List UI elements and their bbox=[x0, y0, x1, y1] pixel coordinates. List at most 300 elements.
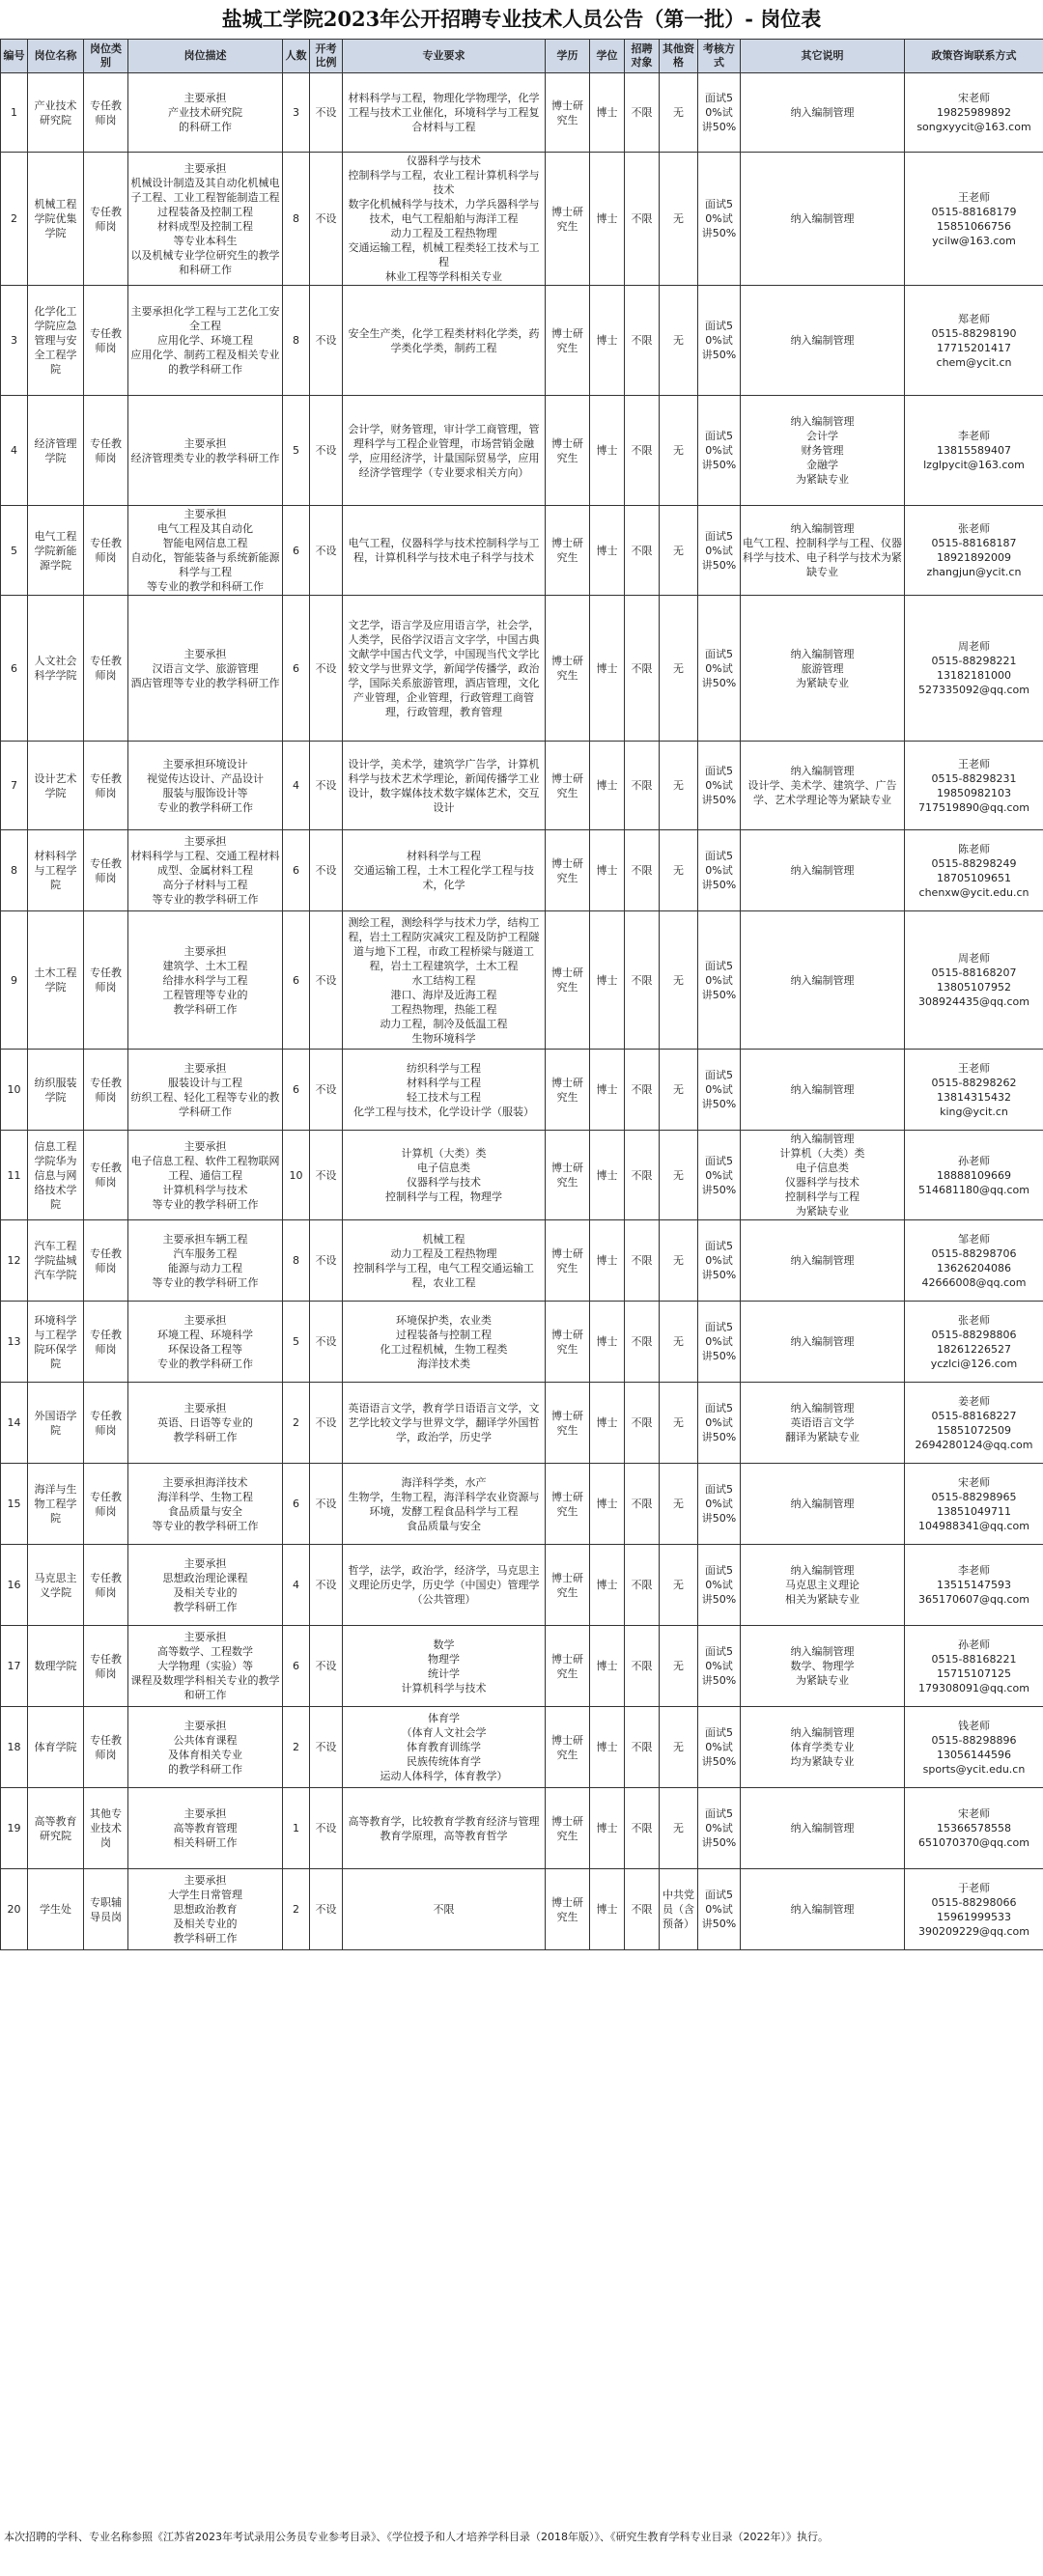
cell-count: 6 bbox=[283, 1626, 310, 1707]
cell-notes: 纳入编制管理 bbox=[741, 1050, 905, 1131]
cell-degree: 博士 bbox=[590, 596, 625, 742]
cell-no: 11 bbox=[1, 1131, 28, 1220]
cell-contact: 李老师 13515147593 365170607@qq.com bbox=[905, 1545, 1043, 1626]
cell-major: 海洋科学类，水产 生物学，生物工程，海洋科学农业资源与环境，发酵工程食品科学与工程 食品质量与安全 bbox=[343, 1464, 546, 1545]
cell-ratio: 不设 bbox=[310, 1383, 343, 1464]
cell-edu: 博士研究生 bbox=[546, 506, 590, 596]
cell-category: 专任教师岗 bbox=[84, 1626, 128, 1707]
cell-other-qual: 中共党员（含预备） bbox=[660, 1869, 698, 1950]
cell-target: 不限 bbox=[625, 73, 660, 153]
cell-contact: 王老师 0515-88298231 19850982103 717519890@qq.com bbox=[905, 742, 1043, 830]
cell-ratio: 不设 bbox=[310, 1464, 343, 1545]
cell-notes: 纳入编制管理 bbox=[741, 153, 905, 286]
cell-other-qual: 无 bbox=[660, 742, 698, 830]
header-major: 专业要求 bbox=[343, 40, 546, 73]
cell-major: 数学 物理学 统计学 计算机科学与技术 bbox=[343, 1626, 546, 1707]
cell-notes: 纳入编制管理 数学、物理学 为紧缺专业 bbox=[741, 1626, 905, 1707]
cell-contact: 王老师 0515-88168179 15851066756 ycilw@163.com bbox=[905, 153, 1043, 286]
cell-target: 不限 bbox=[625, 830, 660, 911]
table-header-row bbox=[1, 40, 1043, 73]
cell-no: 15 bbox=[1, 1464, 28, 1545]
cell-count: 6 bbox=[283, 830, 310, 911]
cell-notes: 纳入编制管理 设计学、美术学、建筑学、广告学、艺术学理论等为紧缺专业 bbox=[741, 742, 905, 830]
page-title: 盐城工学院2023年公开招聘专业技术人员公告（第一批）- 岗位表 bbox=[221, 7, 822, 31]
cell-ratio: 不设 bbox=[310, 1131, 343, 1220]
cell-contact: 姜老师 0515-88168227 15851072509 2694280124@qq.com bbox=[905, 1383, 1043, 1464]
table-row bbox=[1, 396, 1043, 506]
cell-no: 9 bbox=[1, 911, 28, 1050]
header-ratio: 开考比例 bbox=[310, 40, 343, 73]
cell-target: 不限 bbox=[625, 742, 660, 830]
cell-other-qual: 无 bbox=[660, 1788, 698, 1869]
cell-edu: 博士研究生 bbox=[546, 1383, 590, 1464]
cell-notes: 纳入编制管理 体育学类专业 均为紧缺专业 bbox=[741, 1707, 905, 1788]
cell-name: 高等教育研究院 bbox=[28, 1788, 84, 1869]
cell-target: 不限 bbox=[625, 1626, 660, 1707]
cell-notes: 纳入编制管理 bbox=[741, 286, 905, 396]
cell-category: 专任教师岗 bbox=[84, 153, 128, 286]
table-row bbox=[1, 830, 1043, 911]
cell-no: 1 bbox=[1, 73, 28, 153]
table-row bbox=[1, 1869, 1043, 1950]
cell-degree: 博士 bbox=[590, 1545, 625, 1626]
cell-degree: 博士 bbox=[590, 830, 625, 911]
cell-no: 17 bbox=[1, 1626, 28, 1707]
cell-notes: 纳入编制管理 电气工程、控制科学与工程、仪器科学与技术、电子科学与技术为紧缺专业 bbox=[741, 506, 905, 596]
cell-count: 2 bbox=[283, 1707, 310, 1788]
header-name: 岗位名称 bbox=[28, 40, 84, 73]
cell-no: 13 bbox=[1, 1302, 28, 1383]
table-row bbox=[1, 1383, 1043, 1464]
cell-target: 不限 bbox=[625, 286, 660, 396]
cell-name: 材料科学与工程学院 bbox=[28, 830, 84, 911]
cell-desc: 主要承担 机械设计制造及其自动化机械电子工程、工业工程智能制造工程 过程装备及控制工程 材料成型及控制工程 等专业本科生 以及机械专业学位研究生的教学和科研工作 bbox=[128, 153, 283, 286]
cell-major: 环境保护类，农业类 过程装备与控制工程 化工过程机械，生物工程类 海洋技术类 bbox=[343, 1302, 546, 1383]
cell-name: 信息工程学院华为信息与网络技术学院 bbox=[28, 1131, 84, 1220]
cell-exam: 面试50%试讲50% bbox=[698, 742, 741, 830]
cell-major: 文艺学，语言学及应用语言学，社会学，人类学，民俗学汉语言文字学，中国古典文献学中国古代文学，中国现当代文学比较文学与世界文学，新闻学传播学，政治学，国际关系旅游管理，酒店管理，文化产业管理，企业管理，行政管理工商管理，行政管理，教育管理 bbox=[343, 596, 546, 742]
cell-count: 5 bbox=[283, 1302, 310, 1383]
cell-category: 专任教师岗 bbox=[84, 1545, 128, 1626]
cell-contact: 周老师 0515-88298221 13182181000 527335092@qq.com bbox=[905, 596, 1043, 742]
cell-major: 电气工程，仪器科学与技术控制科学与工程，计算机科学与技术电子科学与技术 bbox=[343, 506, 546, 596]
cell-no: 10 bbox=[1, 1050, 28, 1131]
cell-degree: 博士 bbox=[590, 1220, 625, 1302]
cell-no: 20 bbox=[1, 1869, 28, 1950]
table-row bbox=[1, 153, 1043, 286]
cell-exam: 面试50%试讲50% bbox=[698, 911, 741, 1050]
cell-desc: 主要承担 电气工程及其自动化 智能电网信息工程 自动化，智能装备与系统新能源科学与工程 等专业的教学和科研工作 bbox=[128, 506, 283, 596]
positions-table bbox=[0, 39, 1043, 1950]
cell-ratio: 不设 bbox=[310, 1707, 343, 1788]
cell-category: 专任教师岗 bbox=[84, 1220, 128, 1302]
cell-target: 不限 bbox=[625, 596, 660, 742]
cell-desc: 主要承担 公共体育课程 及体育相关专业 的教学科研工作 bbox=[128, 1707, 283, 1788]
cell-target: 不限 bbox=[625, 1869, 660, 1950]
cell-no: 14 bbox=[1, 1383, 28, 1464]
cell-major: 高等教育学，比较教育学教育经济与管理 教育学原理，高等教育哲学 bbox=[343, 1788, 546, 1869]
cell-edu: 博士研究生 bbox=[546, 1545, 590, 1626]
cell-major: 不限 bbox=[343, 1869, 546, 1950]
cell-no: 6 bbox=[1, 596, 28, 742]
cell-no: 8 bbox=[1, 830, 28, 911]
cell-target: 不限 bbox=[625, 506, 660, 596]
cell-degree: 博士 bbox=[590, 506, 625, 596]
header-target: 招聘对象 bbox=[625, 40, 660, 73]
cell-degree: 博士 bbox=[590, 153, 625, 286]
cell-edu: 博士研究生 bbox=[546, 1788, 590, 1869]
cell-major: 纺织科学与工程 材料科学与工程 轻工技术与工程 化学工程与技术，化学设计学（服装） bbox=[343, 1050, 546, 1131]
cell-ratio: 不设 bbox=[310, 1626, 343, 1707]
cell-edu: 博士研究生 bbox=[546, 1302, 590, 1383]
cell-desc: 主要承担海洋技术 海洋科学、生物工程 食品质量与安全 等专业的教学科研工作 bbox=[128, 1464, 283, 1545]
cell-category: 专任教师岗 bbox=[84, 1464, 128, 1545]
cell-degree: 博士 bbox=[590, 1464, 625, 1545]
cell-degree: 博士 bbox=[590, 1707, 625, 1788]
cell-ratio: 不设 bbox=[310, 1302, 343, 1383]
cell-exam: 面试50%试讲50% bbox=[698, 1131, 741, 1220]
cell-ratio: 不设 bbox=[310, 506, 343, 596]
cell-no: 18 bbox=[1, 1707, 28, 1788]
cell-no: 7 bbox=[1, 742, 28, 830]
cell-other-qual: 无 bbox=[660, 1050, 698, 1131]
cell-name: 环境科学与工程学院环保学院 bbox=[28, 1302, 84, 1383]
cell-category: 其他专业技术岗 bbox=[84, 1788, 128, 1869]
cell-edu: 博士研究生 bbox=[546, 396, 590, 506]
cell-other-qual: 无 bbox=[660, 830, 698, 911]
cell-edu: 博士研究生 bbox=[546, 911, 590, 1050]
cell-degree: 博士 bbox=[590, 1302, 625, 1383]
table-row bbox=[1, 1131, 1043, 1220]
cell-edu: 博士研究生 bbox=[546, 1707, 590, 1788]
cell-category: 专任教师岗 bbox=[84, 506, 128, 596]
cell-major: 测绘工程，测绘科学与技术力学，结构工程，岩土工程防灾减灾工程及防护工程隧道与地下工程，市政工程桥梁与隧道工程，岩土工程建筑学，土木工程 水工结构工程 港口、海岸及近海工程 工程热物理，热能工程 动力工程，制冷及低温工程 生物环境科学 bbox=[343, 911, 546, 1050]
cell-contact: 王老师 0515-88298262 13814315432 king@ycit.cn bbox=[905, 1050, 1043, 1131]
cell-other-qual: 无 bbox=[660, 1131, 698, 1220]
cell-other-qual: 无 bbox=[660, 911, 698, 1050]
cell-major: 仪器科学与技术 控制科学与工程，农业工程计算机科学与技术 数字化机械科学与技术，力学兵器科学与技术，电气工程船舶与海洋工程 动力工程及工程热物理 交通运输工程，机械工程类轻工技术与工程 林业工程等学科相关专业 bbox=[343, 153, 546, 286]
cell-count: 6 bbox=[283, 596, 310, 742]
cell-exam: 面试50%试讲50% bbox=[698, 1383, 741, 1464]
cell-desc: 主要承担 思想政治理论课程 及相关专业的 教学科研工作 bbox=[128, 1545, 283, 1626]
cell-no: 19 bbox=[1, 1788, 28, 1869]
header-edu: 学历 bbox=[546, 40, 590, 73]
table-row bbox=[1, 1545, 1043, 1626]
cell-contact: 于老师 0515-88298066 15961999533 390209229@qq.com bbox=[905, 1869, 1043, 1950]
cell-ratio: 不设 bbox=[310, 1869, 343, 1950]
cell-notes: 纳入编制管理 bbox=[741, 1464, 905, 1545]
cell-exam: 面试50%试讲50% bbox=[698, 1869, 741, 1950]
cell-count: 4 bbox=[283, 1545, 310, 1626]
cell-target: 不限 bbox=[625, 1464, 660, 1545]
cell-notes: 纳入编制管理 英语语言文学 翻译为紧缺专业 bbox=[741, 1383, 905, 1464]
cell-count: 6 bbox=[283, 1464, 310, 1545]
table-row bbox=[1, 1302, 1043, 1383]
table-row bbox=[1, 506, 1043, 596]
cell-edu: 博士研究生 bbox=[546, 1464, 590, 1545]
cell-desc: 主要承担 电子信息工程、软件工程物联网工程、通信工程 计算机科学与技术 等专业的教学科研工作 bbox=[128, 1131, 283, 1220]
cell-contact: 陈老师 0515-88298249 18705109651 chenxw@ycit.edu.cn bbox=[905, 830, 1043, 911]
cell-other-qual: 无 bbox=[660, 1464, 698, 1545]
cell-ratio: 不设 bbox=[310, 1545, 343, 1626]
cell-edu: 博士研究生 bbox=[546, 286, 590, 396]
cell-desc: 主要承担 经济管理类专业的教学科研工作 bbox=[128, 396, 283, 506]
cell-contact: 宋老师 15366578558 651070370@qq.com bbox=[905, 1788, 1043, 1869]
cell-count: 2 bbox=[283, 1383, 310, 1464]
cell-no: 5 bbox=[1, 506, 28, 596]
cell-category: 专任教师岗 bbox=[84, 1707, 128, 1788]
cell-count: 6 bbox=[283, 506, 310, 596]
cell-major: 机械工程 动力工程及工程热物理 控制科学与工程，电气工程交通运输工程，农业工程 bbox=[343, 1220, 546, 1302]
cell-target: 不限 bbox=[625, 1383, 660, 1464]
cell-exam: 面试50%试讲50% bbox=[698, 830, 741, 911]
header-other-qual: 其他资格 bbox=[660, 40, 698, 73]
cell-no: 12 bbox=[1, 1220, 28, 1302]
cell-other-qual: 无 bbox=[660, 1220, 698, 1302]
cell-contact: 钱老师 0515-88298896 13056144596 sports@ycit.edu.cn bbox=[905, 1707, 1043, 1788]
cell-edu: 博士研究生 bbox=[546, 742, 590, 830]
cell-other-qual: 无 bbox=[660, 596, 698, 742]
table-row bbox=[1, 596, 1043, 742]
cell-edu: 博士研究生 bbox=[546, 1050, 590, 1131]
cell-count: 10 bbox=[283, 1131, 310, 1220]
cell-target: 不限 bbox=[625, 1302, 660, 1383]
cell-no: 3 bbox=[1, 286, 28, 396]
cell-edu: 博士研究生 bbox=[546, 153, 590, 286]
cell-major: 体育学 （体育人文社会学 体育教育训练学 民族传统体育学 运动人体科学，体育教学） bbox=[343, 1707, 546, 1788]
cell-other-qual: 无 bbox=[660, 73, 698, 153]
cell-name: 海洋与生物工程学院 bbox=[28, 1464, 84, 1545]
cell-ratio: 不设 bbox=[310, 830, 343, 911]
cell-other-qual: 无 bbox=[660, 153, 698, 286]
cell-contact: 宋老师 0515-88298965 13851049711 104988341@qq.com bbox=[905, 1464, 1043, 1545]
cell-other-qual: 无 bbox=[660, 506, 698, 596]
cell-name: 经济管理学院 bbox=[28, 396, 84, 506]
cell-ratio: 不设 bbox=[310, 1050, 343, 1131]
cell-exam: 面试50%试讲50% bbox=[698, 1788, 741, 1869]
cell-exam: 面试50%试讲50% bbox=[698, 596, 741, 742]
cell-category: 专任教师岗 bbox=[84, 286, 128, 396]
cell-notes: 纳入编制管理 bbox=[741, 911, 905, 1050]
cell-desc: 主要承担 汉语言文学、旅游管理 酒店管理等专业的教学科研工作 bbox=[128, 596, 283, 742]
cell-edu: 博士研究生 bbox=[546, 73, 590, 153]
cell-target: 不限 bbox=[625, 1131, 660, 1220]
header-contact: 政策咨询联系方式 bbox=[905, 40, 1043, 73]
cell-category: 专任教师岗 bbox=[84, 596, 128, 742]
cell-notes: 纳入编制管理 bbox=[741, 830, 905, 911]
cell-target: 不限 bbox=[625, 153, 660, 286]
cell-no: 16 bbox=[1, 1545, 28, 1626]
header-desc: 岗位描述 bbox=[128, 40, 283, 73]
cell-exam: 面试50%试讲50% bbox=[698, 1302, 741, 1383]
cell-notes: 纳入编制管理 bbox=[741, 1220, 905, 1302]
cell-other-qual: 无 bbox=[660, 1626, 698, 1707]
cell-notes: 纳入编制管理 bbox=[741, 73, 905, 153]
table-row bbox=[1, 911, 1043, 1050]
cell-degree: 博士 bbox=[590, 1626, 625, 1707]
cell-exam: 面试50%试讲50% bbox=[698, 1220, 741, 1302]
cell-degree: 博士 bbox=[590, 1788, 625, 1869]
cell-category: 专职辅导员岗 bbox=[84, 1869, 128, 1950]
cell-count: 8 bbox=[283, 153, 310, 286]
cell-count: 6 bbox=[283, 911, 310, 1050]
cell-exam: 面试50%试讲50% bbox=[698, 1050, 741, 1131]
cell-ratio: 不设 bbox=[310, 1788, 343, 1869]
cell-exam: 面试50%试讲50% bbox=[698, 73, 741, 153]
cell-count: 4 bbox=[283, 742, 310, 830]
table-row bbox=[1, 286, 1043, 396]
cell-ratio: 不设 bbox=[310, 596, 343, 742]
cell-desc: 主要承担 产业技术研究院 的科研工作 bbox=[128, 73, 283, 153]
cell-ratio: 不设 bbox=[310, 396, 343, 506]
cell-desc: 主要承担 高等数学、工程数学 大学物理（实验）等 课程及数理学科相关专业的教学和研工作 bbox=[128, 1626, 283, 1707]
cell-contact: 孙老师 0515-88168221 15715107125 179308091@qq.com bbox=[905, 1626, 1043, 1707]
footnote: 本次招聘的学科、专业名称参照《江苏省2023年考试录用公务员专业参考目录》、《学位授予和人才培养学科目录（2018年版）》、《研究生教育学科专业目录（2022年）》执行。 bbox=[4, 2531, 829, 2543]
cell-count: 8 bbox=[283, 1220, 310, 1302]
cell-name: 机械工程学院优集学院 bbox=[28, 153, 84, 286]
cell-name: 外国语学院 bbox=[28, 1383, 84, 1464]
cell-contact: 张老师 0515-88168187 18921892009 zhangjun@ycit.cn bbox=[905, 506, 1043, 596]
cell-major: 计算机（大类）类 电子信息类 仪器科学与技术 控制科学与工程，物理学 bbox=[343, 1131, 546, 1220]
cell-major: 设计学，美术学，建筑学广告学，计算机科学与技术艺术学理论，新闻传播学工业设计，数字媒体技术数字媒体艺术，交互设计 bbox=[343, 742, 546, 830]
cell-edu: 博士研究生 bbox=[546, 830, 590, 911]
cell-degree: 博士 bbox=[590, 911, 625, 1050]
header-degree: 学位 bbox=[590, 40, 625, 73]
cell-edu: 博士研究生 bbox=[546, 1220, 590, 1302]
cell-exam: 面试50%试讲50% bbox=[698, 1545, 741, 1626]
cell-desc: 主要承担 大学生日常管理 思想政治教育 及相关专业的 教学科研工作 bbox=[128, 1869, 283, 1950]
cell-other-qual: 无 bbox=[660, 1707, 698, 1788]
cell-desc: 主要承担 高等教育管理 相关科研工作 bbox=[128, 1788, 283, 1869]
table-row bbox=[1, 1707, 1043, 1788]
cell-ratio: 不设 bbox=[310, 742, 343, 830]
cell-category: 专任教师岗 bbox=[84, 1383, 128, 1464]
cell-ratio: 不设 bbox=[310, 1220, 343, 1302]
cell-exam: 面试50%试讲50% bbox=[698, 1707, 741, 1788]
cell-major: 安全生产类，化学工程类材料化学类，药学类化学类，制药工程 bbox=[343, 286, 546, 396]
cell-name: 电气工程学院新能源学院 bbox=[28, 506, 84, 596]
cell-degree: 博士 bbox=[590, 1383, 625, 1464]
cell-other-qual: 无 bbox=[660, 396, 698, 506]
cell-degree: 博士 bbox=[590, 396, 625, 506]
cell-ratio: 不设 bbox=[310, 911, 343, 1050]
cell-degree: 博士 bbox=[590, 1050, 625, 1131]
cell-name: 马克思主义学院 bbox=[28, 1545, 84, 1626]
cell-notes: 纳入编制管理 bbox=[741, 1302, 905, 1383]
cell-contact: 周老师 0515-88168207 13805107952 308924435@qq.com bbox=[905, 911, 1043, 1050]
cell-count: 3 bbox=[283, 73, 310, 153]
cell-count: 6 bbox=[283, 1050, 310, 1131]
cell-count: 1 bbox=[283, 1788, 310, 1869]
cell-ratio: 不设 bbox=[310, 73, 343, 153]
cell-desc: 主要承担 服装设计与工程 纺织工程、轻化工程等专业的教学科研工作 bbox=[128, 1050, 283, 1131]
cell-category: 专任教师岗 bbox=[84, 73, 128, 153]
cell-target: 不限 bbox=[625, 1545, 660, 1626]
cell-exam: 面试50%试讲50% bbox=[698, 286, 741, 396]
cell-no: 2 bbox=[1, 153, 28, 286]
cell-contact: 孙老师 18888109669 514681180@qq.com bbox=[905, 1131, 1043, 1220]
cell-name: 人文社会科学学院 bbox=[28, 596, 84, 742]
cell-name: 设计艺术学院 bbox=[28, 742, 84, 830]
cell-name: 汽车工程学院盐城汽车学院 bbox=[28, 1220, 84, 1302]
cell-desc: 主要承担环境设计 视觉传达设计、产品设计 服装与服饰设计等 专业的教学科研工作 bbox=[128, 742, 283, 830]
cell-name: 学生处 bbox=[28, 1869, 84, 1950]
cell-category: 专任教师岗 bbox=[84, 830, 128, 911]
cell-edu: 博士研究生 bbox=[546, 1626, 590, 1707]
cell-notes: 纳入编制管理 bbox=[741, 1869, 905, 1950]
cell-category: 专任教师岗 bbox=[84, 1131, 128, 1220]
cell-major: 哲学，法学，政治学，经济学，马克思主义理论历史学，历史学（中国史）管理学（公共管理） bbox=[343, 1545, 546, 1626]
cell-desc: 主要承担 建筑学、土木工程 给排水科学与工程 工程管理等专业的 教学科研工作 bbox=[128, 911, 283, 1050]
cell-contact: 李老师 13815589407 lzglpycit@163.com bbox=[905, 396, 1043, 506]
cell-major: 材料科学与工程 交通运输工程，土木工程化学工程与技术，化学 bbox=[343, 830, 546, 911]
cell-contact: 张老师 0515-88298806 18261226527 yczlci@126.com bbox=[905, 1302, 1043, 1383]
cell-contact: 宋老师 19825989892 songxyycit@163.com bbox=[905, 73, 1043, 153]
cell-edu: 博士研究生 bbox=[546, 1131, 590, 1220]
header-count: 人数 bbox=[283, 40, 310, 73]
cell-notes: 纳入编制管理 计算机（大类）类 电子信息类 仪器科学与技术 控制科学与工程 为紧缺专业 bbox=[741, 1131, 905, 1220]
cell-notes: 纳入编制管理 bbox=[741, 1788, 905, 1869]
cell-other-qual: 无 bbox=[660, 1545, 698, 1626]
header-notes: 其它说明 bbox=[741, 40, 905, 73]
cell-count: 5 bbox=[283, 396, 310, 506]
cell-name: 纺织服装学院 bbox=[28, 1050, 84, 1131]
cell-category: 专任教师岗 bbox=[84, 1050, 128, 1131]
header-category: 岗位类别 bbox=[84, 40, 128, 73]
cell-contact: 郑老师 0515-88298190 17715201417 chem@ycit.cn bbox=[905, 286, 1043, 396]
table-row bbox=[1, 1220, 1043, 1302]
table-row bbox=[1, 73, 1043, 153]
cell-desc: 主要承担 环境工程、环境科学 环保设备工程等 专业的教学科研工作 bbox=[128, 1302, 283, 1383]
cell-count: 2 bbox=[283, 1869, 310, 1950]
cell-notes: 纳入编制管理 会计学 财务管理 金融学 为紧缺专业 bbox=[741, 396, 905, 506]
cell-other-qual: 无 bbox=[660, 1383, 698, 1464]
cell-no: 4 bbox=[1, 396, 28, 506]
cell-other-qual: 无 bbox=[660, 286, 698, 396]
cell-category: 专任教师岗 bbox=[84, 396, 128, 506]
header-no: 编号 bbox=[1, 40, 28, 73]
cell-degree: 博士 bbox=[590, 286, 625, 396]
cell-ratio: 不设 bbox=[310, 153, 343, 286]
table-row bbox=[1, 1788, 1043, 1869]
table-row bbox=[1, 1050, 1043, 1131]
cell-major: 会计学，财务管理，审计学工商管理，管理科学与工程企业管理，市场营销金融学，应用经济学，计量国际贸易学，应用经济学管理学（专业要求相关方向） bbox=[343, 396, 546, 506]
cell-desc: 主要承担 英语、日语等专业的 教学科研工作 bbox=[128, 1383, 283, 1464]
cell-exam: 面试50%试讲50% bbox=[698, 1626, 741, 1707]
cell-target: 不限 bbox=[625, 396, 660, 506]
cell-target: 不限 bbox=[625, 1788, 660, 1869]
cell-exam: 面试50%试讲50% bbox=[698, 396, 741, 506]
cell-target: 不限 bbox=[625, 1220, 660, 1302]
cell-name: 数理学院 bbox=[28, 1626, 84, 1707]
cell-target: 不限 bbox=[625, 1050, 660, 1131]
cell-degree: 博士 bbox=[590, 1131, 625, 1220]
cell-contact: 邹老师 0515-88298706 13626204086 42666008@qq.com bbox=[905, 1220, 1043, 1302]
cell-desc: 主要承担 材料科学与工程、交通工程材料成型、金属材料工程 高分子材料与工程 等专业的教学科研工作 bbox=[128, 830, 283, 911]
cell-ratio: 不设 bbox=[310, 286, 343, 396]
header-exam: 考核方式 bbox=[698, 40, 741, 73]
cell-notes: 纳入编制管理 旅游管理 为紧缺专业 bbox=[741, 596, 905, 742]
cell-category: 专任教师岗 bbox=[84, 1302, 128, 1383]
cell-category: 专任教师岗 bbox=[84, 742, 128, 830]
cell-exam: 面试50%试讲50% bbox=[698, 1464, 741, 1545]
cell-notes: 纳入编制管理 马克思主义理论 相关为紧缺专业 bbox=[741, 1545, 905, 1626]
table-row bbox=[1, 1626, 1043, 1707]
cell-major: 材料科学与工程，物理化学物理学，化学工程与技术工业催化，环境科学与工程复合材料与工程 bbox=[343, 73, 546, 153]
cell-name: 土木工程学院 bbox=[28, 911, 84, 1050]
cell-major: 英语语言文学，教育学日语语言文学，文艺学比较文学与世界文学，翻译学外国哲学，政治学，历史学 bbox=[343, 1383, 546, 1464]
cell-exam: 面试50%试讲50% bbox=[698, 506, 741, 596]
